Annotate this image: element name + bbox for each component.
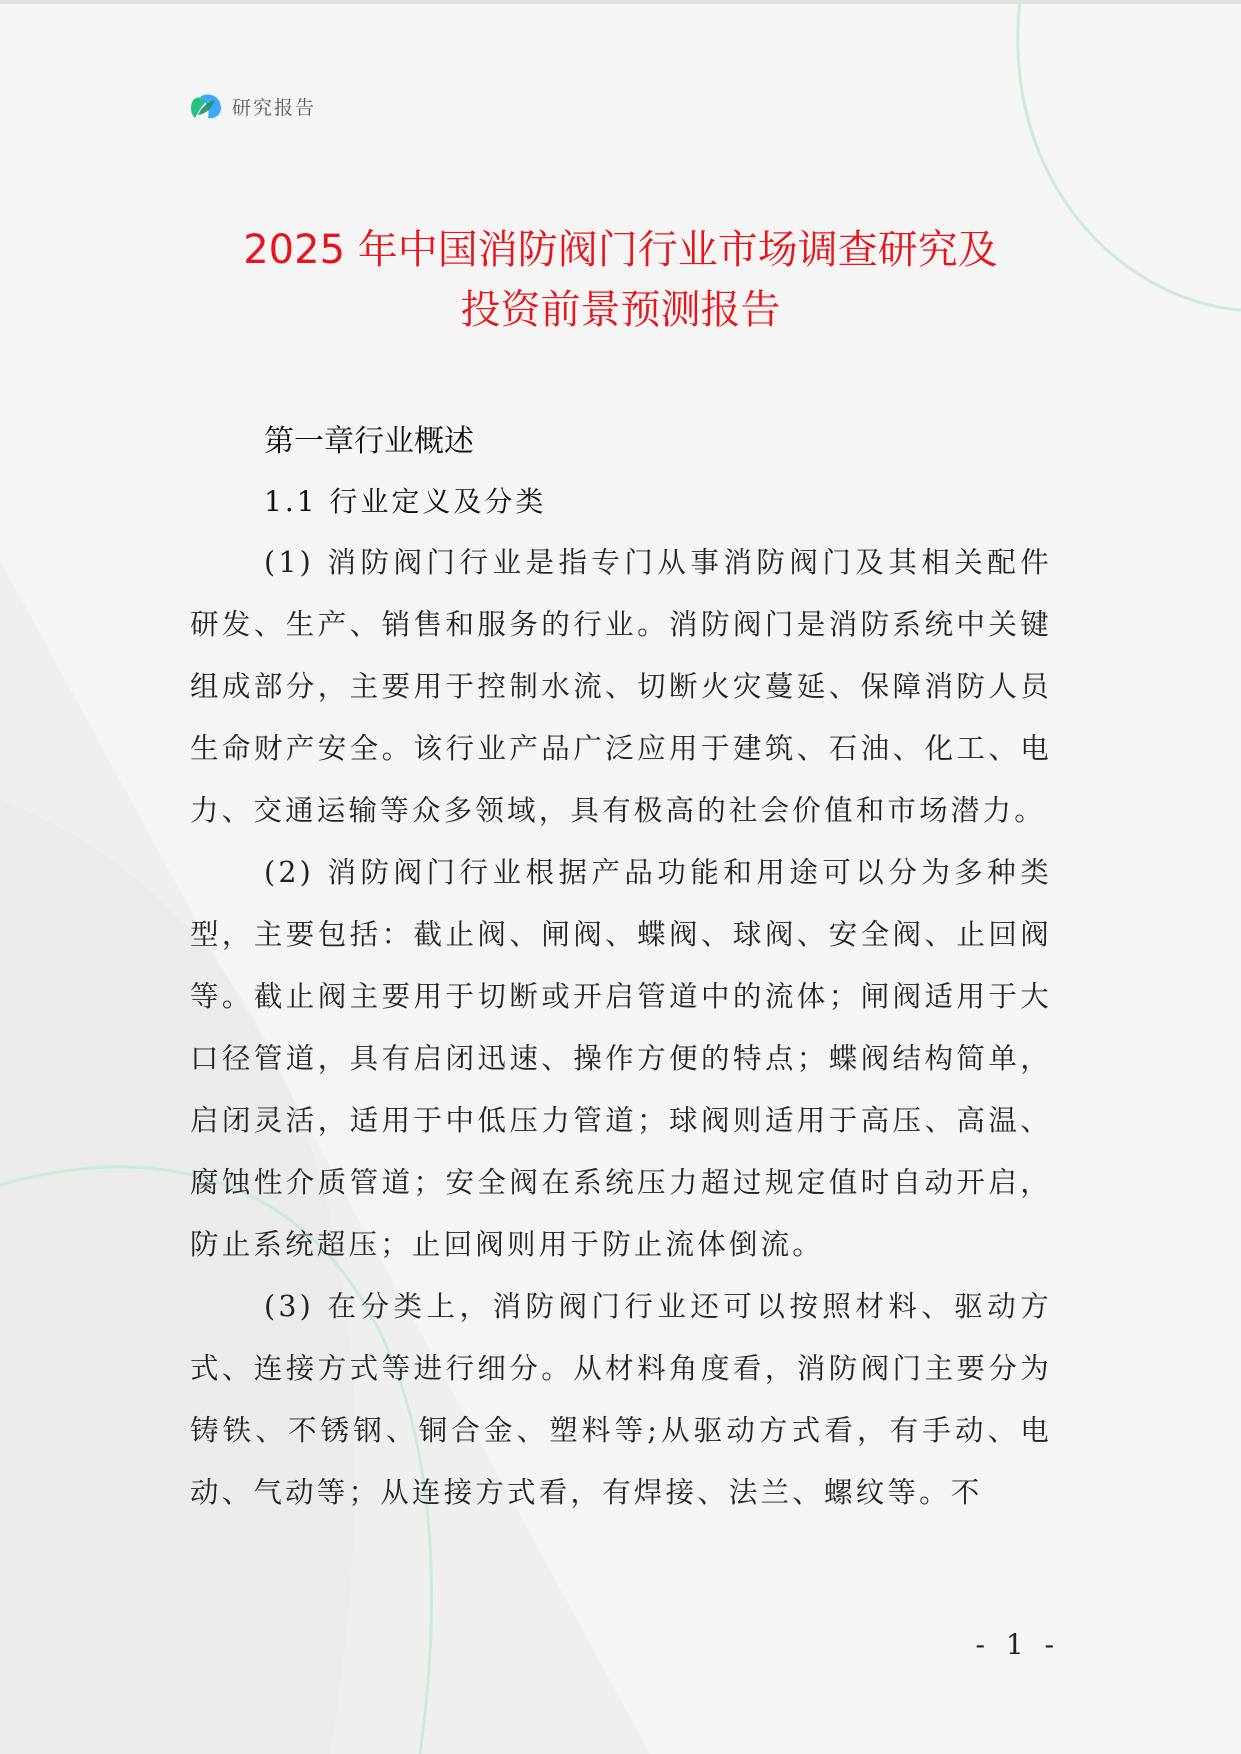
document-body xyxy=(190,412,1052,1524)
leaf-logo-icon xyxy=(188,88,224,124)
paragraph-1: (1) 消防阀门行业是指专门从事消防阀门及其相关配件研发、生产、销售和服务的行业。消防阀门是消防系统中关键组成部分，主要用于控制水流、切断火灾蔓延、保障消防人员生命财产安全。该行业产品广泛应用于建筑、石油、化工、电力、交通运输等众多领域，具有极高的社会价值和市场潜力。 xyxy=(190,546,1052,827)
brand-text: 研究报告 xyxy=(232,96,317,119)
section-heading: 1.1 行业定义及分类 xyxy=(264,485,547,518)
page-number: - 1 - xyxy=(975,1628,1060,1661)
title-line-1: 2025 年中国消防阀门行业市场调查研究及 xyxy=(243,227,998,273)
report-title xyxy=(150,220,1091,340)
title-line-2: 投资前景预测报告 xyxy=(460,287,781,333)
report-header xyxy=(188,88,316,124)
paragraph-2: (2) 消防阀门行业根据产品功能和用途可以分为多种类型，主要包括：截止阀、闸阀、蝶阀、球阀、安全阀、止回阀等。截止阀主要用于切断或开启管道中的流体；闸阀适用于大口径管道，具有启闭迅速、操作方便的特点；蝶阀结构简单，启闭灵活，适用于中低压力管道；球阀则适用于高压、高温、腐蚀性介质管道；安全阀在系统压力超过规定值时自动开启，防止系统超压；止回阀则用于防止流体倒流。 xyxy=(190,856,1052,1261)
paragraph-3: (3) 在分类上，消防阀门行业还可以按照材料、驱动方式、连接方式等进行细分。从材料角度看，消防阀门主要分为铸铁、不锈钢、铜合金、塑料等;从驱动方式看，有手动、电动、气动等；从连接方式看，有焊接、法兰、螺纹等。不 xyxy=(190,1290,1052,1509)
chapter-heading: 第一章行业概述 xyxy=(264,424,474,459)
